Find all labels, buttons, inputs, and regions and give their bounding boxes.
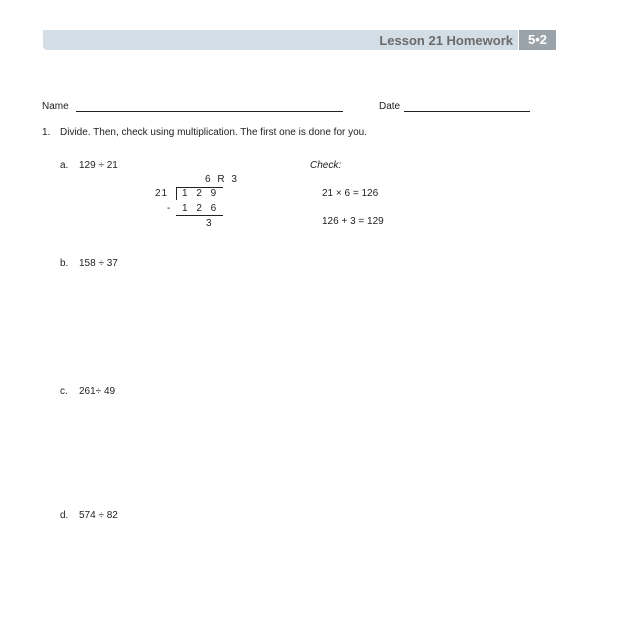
instruction-text: Divide. Then, check using multiplication. The first one is done for you. <box>60 127 368 138</box>
question-number: 1. <box>42 127 51 138</box>
division-bracket <box>176 187 177 200</box>
product: 1 2 6 <box>182 203 220 214</box>
dividend: 1 2 9 <box>182 188 220 199</box>
problem-d-letter: d. <box>60 510 69 521</box>
problem-d-expression: 574 ÷ 82 <box>79 510 118 521</box>
name-label: Name <box>42 101 69 112</box>
problem-a-expression: 129 ÷ 21 <box>79 160 118 171</box>
divisor: 21 <box>155 188 169 199</box>
quotient: 6 R 3 <box>205 174 239 185</box>
date-label: Date <box>379 101 401 112</box>
problem-c-letter: c. <box>60 386 68 397</box>
problem-a-letter: a. <box>60 160 69 171</box>
date-field[interactable] <box>404 111 530 112</box>
problem-b-letter: b. <box>60 258 69 269</box>
check-multiplication: 21 × 6 = 126 <box>322 188 379 199</box>
lesson-title: Lesson 21 Homework <box>379 33 513 48</box>
subtraction-line <box>176 215 223 216</box>
name-field[interactable] <box>76 111 343 112</box>
subtract-sign: - <box>167 203 171 214</box>
problem-b-expression: 158 ÷ 37 <box>79 258 118 269</box>
problem-c-expression: 261÷ 49 <box>79 386 116 397</box>
check-addition: 126 + 3 = 129 <box>322 216 384 227</box>
check-label: Check: <box>310 160 342 171</box>
module-badge: 5•2 <box>519 30 556 50</box>
remainder: 3 <box>206 218 212 229</box>
